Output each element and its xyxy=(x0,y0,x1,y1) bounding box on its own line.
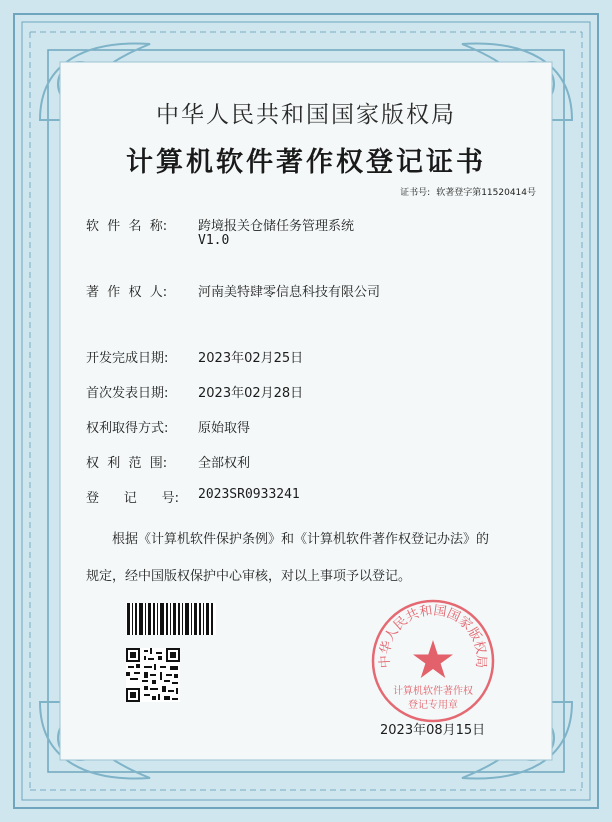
field-value: 河南美特肆零信息科技有限公司 xyxy=(198,285,381,300)
field-label: 开发完成日期: xyxy=(86,351,169,366)
statement-line-2: 规定，经中国版权保护中心审核，对以上事项予以登记。 xyxy=(86,569,412,584)
certificate-number xyxy=(394,185,536,198)
field-label: 登 记 号: xyxy=(86,491,179,506)
field-value: 2023年02月28日 xyxy=(198,386,304,401)
certificate-number-value: 软著登字第11520414号 xyxy=(436,188,536,198)
field-label: 著 作 权 人: xyxy=(86,285,168,300)
seal-inner-line-1: 计算机软件著作权 xyxy=(393,686,473,697)
software-version: V1.0 xyxy=(198,233,230,248)
seal-outer-text: 中华人民共和国国家版权局 xyxy=(377,603,489,669)
field-label: 权 利 范 围: xyxy=(86,456,168,471)
field-value: 全部权利 xyxy=(198,456,251,471)
seal-inner-line-2: 登记专用章 xyxy=(408,700,458,711)
barcode-image xyxy=(126,603,216,635)
statement-line-1: 根据《计算机软件保护条例》和《计算机软件著作权登记办法》的 xyxy=(112,532,490,547)
field-label: 软 件 名 称: xyxy=(86,219,168,234)
official-seal xyxy=(368,596,498,726)
field-value: 2023SR0933241 xyxy=(198,487,300,502)
issuing-organization: 中华人民共和国国家版权局 xyxy=(156,102,456,128)
certificate-title: 计算机软件著作权登记证书 xyxy=(126,147,486,178)
issue-date: 2023年08月15日 xyxy=(380,723,486,738)
field-label: 首次发表日期: xyxy=(86,386,169,401)
field-label: 权利取得方式: xyxy=(86,421,169,436)
field-value: 跨境报关仓储任务管理系统 xyxy=(198,219,355,234)
field-value: 原始取得 xyxy=(198,421,251,436)
certificate-number-label: 证书号: xyxy=(400,188,431,198)
field-value: 2023年02月25日 xyxy=(198,351,304,366)
qr-code-image xyxy=(126,648,180,702)
